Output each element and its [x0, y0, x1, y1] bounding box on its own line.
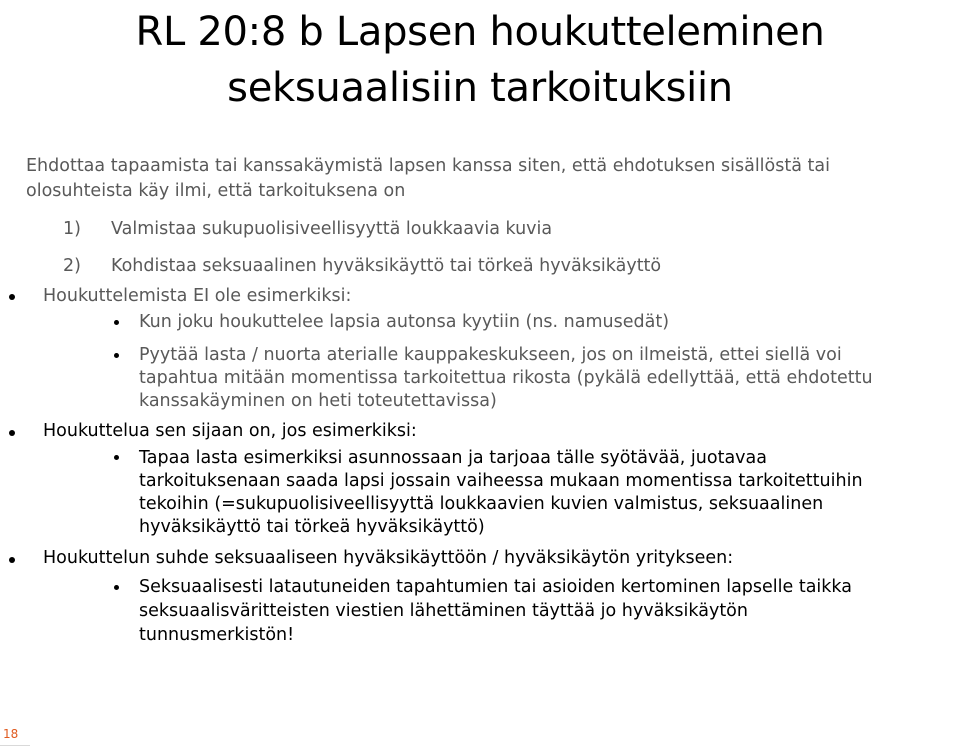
- sub-2a-line-3: tekoihin (=sukupuolisiveellisyyttä loukkaavien kuvien valmistus, seksuaalinen: [139, 494, 824, 514]
- slide-title-line2: seksuaalisiin tarkoituksiin: [227, 65, 733, 111]
- sub-2a-line-1: Tapaa lasta esimerkiksi asunnossaan ja tarjoaa tälle syötävää, juotavaa: [139, 448, 767, 468]
- intro-line-1: Ehdottaa tapaamista tai kanssakäymistä lapsen kanssa siten, että ehdotuksen sisällöstä tai: [26, 156, 830, 176]
- bullet-icon: [9, 430, 15, 436]
- numbered-item-1-number: 1): [63, 219, 81, 239]
- sub-1b-line-3: kanssakäyminen on heti toteutettavissa): [139, 391, 497, 411]
- sub-1b-line-2: tapahtua mitään momentissa tarkoitettua rikosta (pykälä edellyttää, että ehdotettu: [139, 368, 873, 388]
- footer-divider: [0, 745, 30, 746]
- slide-title-line1: RL 20:8 b Lapsen houkutteleminen: [135, 9, 825, 55]
- sub-3a-line-3: tunnusmerkistön!: [139, 625, 295, 645]
- bullet-icon: [9, 557, 15, 563]
- sub-bullet-icon: [114, 320, 119, 325]
- bullet-3-text: Houkuttelun suhde seksuaaliseen hyväksikäyttöön / hyväksikäytön yritykseen:: [43, 548, 734, 568]
- sub-3a-line-2: seksuaalisväritteisten viestien lähettäminen täyttää jo hyväksikäytön: [139, 601, 748, 621]
- bullet-1-text: Houkuttelemista EI ole esimerkiksi:: [43, 286, 352, 306]
- sub-bullet-icon: [114, 455, 119, 460]
- sub-bullet-icon: [114, 353, 119, 358]
- sub-3a-line-1: Seksuaalisesti latautuneiden tapahtumien tai asioiden kertominen lapselle taikka: [139, 577, 852, 597]
- numbered-item-2-number: 2): [63, 256, 81, 276]
- numbered-item-1-text: Valmistaa sukupuolisiveellisyyttä loukkaavia kuvia: [111, 219, 553, 239]
- sub-2a-line-2: tarkoituksenaan saada lapsi jossain vaiheessa mukaan momentissa tarkoitettuihin: [139, 471, 863, 491]
- sub-bullet-icon: [114, 585, 119, 590]
- slide-title: [30, 4, 930, 116]
- sub-1b-line-1: Pyytää lasta / nuorta aterialle kauppakeskukseen, jos on ilmeistä, ettei siellä voi: [139, 345, 842, 365]
- bullet-2-text: Houkuttelua sen sijaan on, jos esimerkiksi:: [43, 421, 417, 441]
- bullet-icon: [9, 294, 15, 300]
- intro-line-2: olosuhteista käy ilmi, että tarkoituksena on: [26, 181, 406, 201]
- page-number: 18: [3, 727, 19, 741]
- sub-2a-line-4: hyväksikäyttö tai törkeä hyväksikäyttö): [139, 517, 485, 537]
- sub-1a-text: Kun joku houkuttelee lapsia autonsa kyytiin (ns. namusedät): [139, 312, 670, 332]
- numbered-item-2-text: Kohdistaa seksuaalinen hyväksikäyttö tai törkeä hyväksikäyttö: [111, 256, 662, 276]
